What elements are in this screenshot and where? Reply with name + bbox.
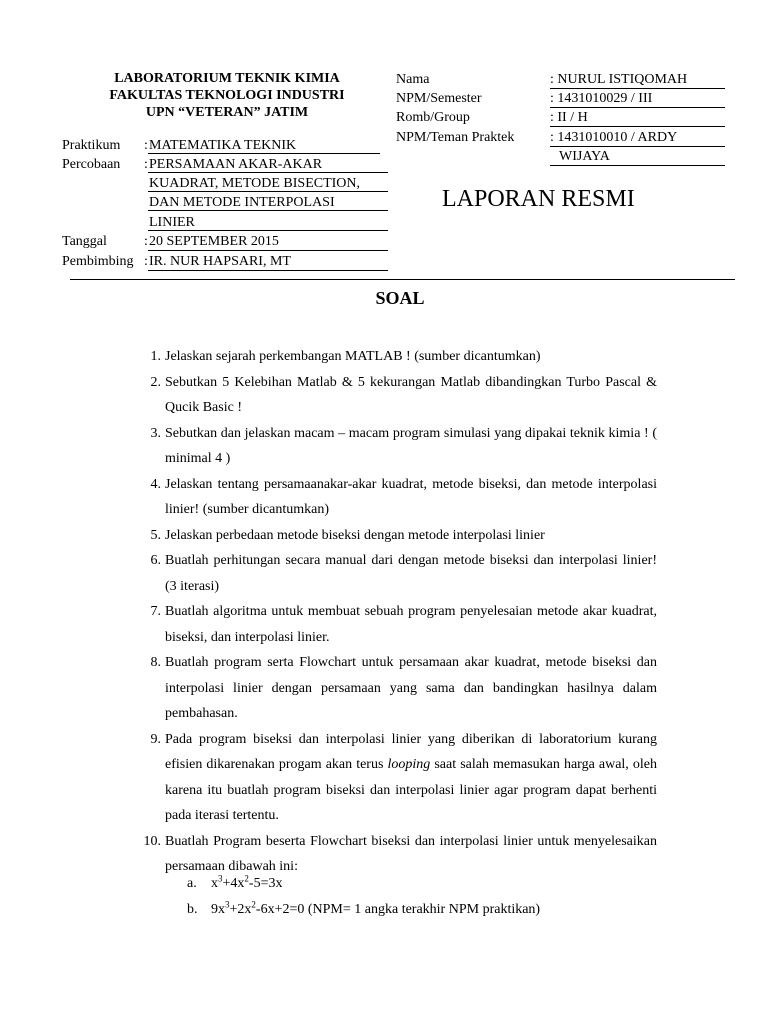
question-text: Jelaskan sejarah perkembangan MATLAB ! (sumber dicantumkan) <box>165 349 541 364</box>
question-text-after: saat salah memasukan harga awal, oleh karena itu buatlah program biseksi dan interpolasi linier agar program dapat berhenti pada iterasi tertentu. <box>165 757 657 823</box>
percobaan-line-3: DAN METODE INTERPOLASI <box>149 195 335 210</box>
question-text-before: Pada program biseksi dan interpolasi linier yang diberikan di laboratorium kurang efisien dikarenakan progam akan terus <box>165 731 657 772</box>
praktikum-value: MATEMATIKA TEKNIK <box>149 138 297 153</box>
praktikum-row: Praktikum : MATEMATIKA TEKNIK <box>62 138 297 153</box>
percobaan-underline-4 <box>148 230 388 231</box>
tanggal-label: Tanggal <box>62 234 107 249</box>
romb-underline <box>550 126 725 127</box>
question-item <box>135 650 657 727</box>
question-text: Sebutkan dan jelaskan macam – macam program simulasi yang dipakai teknik kimia ! ( minimal 4 ) <box>165 425 657 466</box>
question-list <box>135 344 657 880</box>
question-text: Jelaskan perbedaan metode biseksi dengan metode interpolasi linier <box>165 527 545 543</box>
pembimbing-row: Pembimbing : IR. NUR HAPSARI, MT <box>62 254 291 269</box>
percobaan-underline-3 <box>148 210 388 211</box>
question-number: 3. <box>150 425 161 441</box>
teman-value-2: WIJAYA <box>559 149 610 164</box>
praktikum-underline <box>148 153 380 154</box>
question-number: 1. <box>150 349 161 364</box>
question-text: Buatlah program serta Flowchart untuk persamaan akar kuadrat, metode biseksi dan interpolasi linier dengan persamaan yang sama dan bandingkan hasilnya dalam pembahasan. <box>165 655 657 721</box>
nama-value: : NURUL ISTIQOMAH <box>550 72 688 87</box>
pembimbing-label: Pembimbing <box>62 254 134 269</box>
percobaan-label: Percobaan <box>62 157 121 172</box>
question-number: 6. <box>150 553 161 568</box>
teman-value: : 1431010010 / ARDY <box>550 130 678 145</box>
tanggal-value: 20 SEPTEMBER 2015 <box>149 234 279 249</box>
question-text: Buatlah Program beserta Flowchart biseksi dan interpolasi linier untuk menyelesaikan persamaan dibawah ini: <box>165 833 657 874</box>
question-text-italic: looping <box>387 757 431 772</box>
percobaan-underline-1 <box>148 172 388 173</box>
romb-label: Romb/Group <box>396 110 470 125</box>
lab-name: LABORATORIUM TEKNIK KIMIA <box>114 71 340 86</box>
sub-item-letter: a. <box>187 876 197 891</box>
lab-header <box>60 70 394 121</box>
percobaan-line-1: PERSAMAAN AKAR-AKAR <box>149 157 323 172</box>
question-number: 4. <box>150 476 161 492</box>
pembimbing-value: IR. NUR HAPSARI, MT <box>149 254 291 269</box>
question-text: Buatlah algoritma untuk membuat sebuah program penyelesaian metode akar kuadrat, biseksi, dan interpolasi linier. <box>165 604 657 645</box>
percobaan-line-4: LINIER <box>149 215 195 230</box>
question-item <box>135 599 657 650</box>
question-item <box>135 727 657 829</box>
tanggal-underline <box>148 250 388 251</box>
report-title: LAPORAN RESMI <box>442 186 635 212</box>
faculty-name: FAKULTAS TEKNOLOGI INDUSTRI <box>109 88 345 103</box>
equation-a: $x^3+4x^2-5=3x$ <box>211 873 283 891</box>
header-divider <box>70 279 735 280</box>
percobaan-underline-2 <box>148 191 388 192</box>
question-number: 9. <box>150 731 161 747</box>
romb-value: : II / H <box>550 110 588 125</box>
question-text: Jelaskan tentang persamaanakar-akar kuadrat, metode biseksi, dan metode interpolasi linier! (sumber dicantumkan) <box>165 476 657 517</box>
question-number: 8. <box>150 655 161 670</box>
pembimbing-underline <box>148 270 388 271</box>
question-number: 2. <box>150 374 161 390</box>
question-text: Buatlah perhitungan secara manual dari dengan metode biseksi dan interpolasi linier! (3 iterasi) <box>165 553 657 594</box>
question-item <box>135 421 657 472</box>
tanggal-row: Tanggal : 20 SEPTEMBER 2015 <box>62 234 279 249</box>
question-item <box>135 523 657 549</box>
sub-item-letter: b. <box>187 902 198 917</box>
teman-underline-2 <box>550 165 725 166</box>
question-number: 10. <box>143 833 161 849</box>
npm-value: : 1431010029 / III <box>550 91 653 106</box>
question-item <box>135 829 657 880</box>
percobaan-line-2: KUADRAT, METODE BISECTION, <box>149 176 361 191</box>
teman-label: NPM/Teman Praktek <box>396 130 515 145</box>
praktikum-label: Praktikum <box>62 138 121 153</box>
question-item <box>135 344 657 370</box>
question-text: Sebutkan 5 Kelebihan Matlab & 5 kekurangan Matlab dibandingkan Turbo Pascal & Qucik Basic ! <box>165 374 657 415</box>
question-number: 5. <box>150 527 161 543</box>
section-title: SOAL <box>375 288 425 308</box>
question-item <box>135 548 657 599</box>
equation-b: $9x^3+2x^2-6x+2=0$ (NPM= 1 angka terakhir NPM praktikan) <box>211 899 541 917</box>
percobaan-row: Percobaan : PERSAMAAN AKAR-AKAR <box>62 157 323 172</box>
question-number: 7. <box>150 604 161 619</box>
question-item <box>135 472 657 523</box>
university-name: UPN “VETERAN” JATIM <box>145 105 309 120</box>
npm-label: NPM/Semester <box>396 91 482 106</box>
nama-label: Nama <box>396 72 430 87</box>
question-item <box>135 370 657 421</box>
